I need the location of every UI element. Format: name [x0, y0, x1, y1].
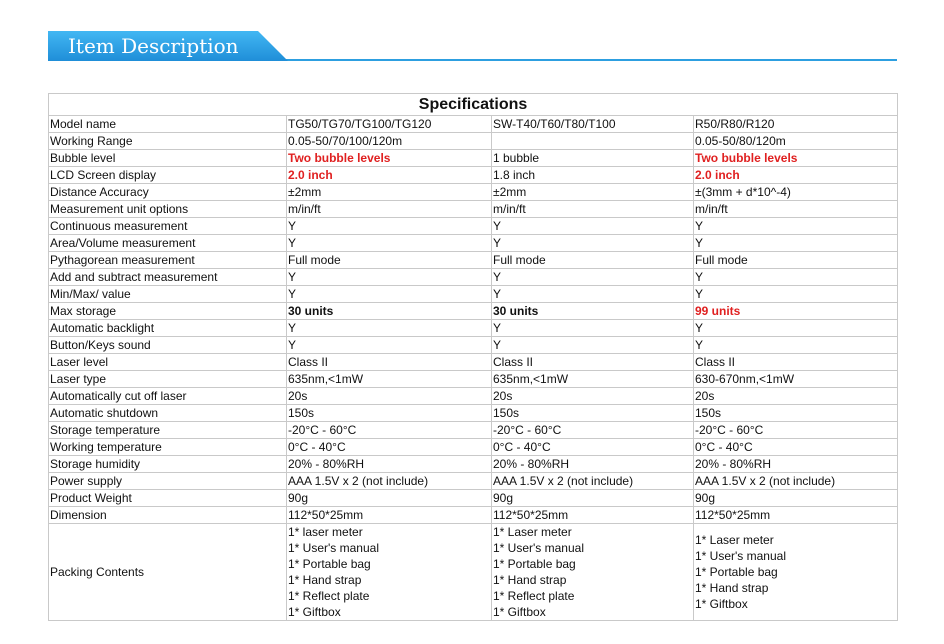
packing-item: 1* User's manual	[695, 549, 786, 563]
spec-cell: ±(3mm + d*10^-4)	[694, 184, 898, 201]
spec-cell: 150s	[492, 405, 694, 422]
table-row	[49, 218, 898, 235]
spec-cell: Y	[694, 218, 898, 235]
packing-cell	[694, 524, 898, 621]
section-header	[48, 31, 897, 62]
table-row	[49, 269, 898, 286]
spec-cell: m/in/ft	[287, 201, 492, 218]
row-label: Product Weight	[49, 490, 287, 507]
packing-item: 1* Hand strap	[493, 573, 567, 587]
spec-cell: Y	[287, 286, 492, 303]
table-row	[49, 337, 898, 354]
row-label: Working Range	[49, 133, 287, 150]
table-row	[49, 235, 898, 252]
section-title: Item Description	[68, 34, 239, 58]
row-label: Distance Accuracy	[49, 184, 287, 201]
spec-cell: Y	[694, 320, 898, 337]
spec-cell: Y	[492, 337, 694, 354]
row-label: Add and subtract measurement	[49, 269, 287, 286]
spec-cell: 90g	[492, 490, 694, 507]
packing-item: 1* Reflect plate	[493, 589, 575, 603]
spec-cell: 30 units	[287, 303, 492, 320]
table-row	[49, 184, 898, 201]
row-label: Continuous measurement	[49, 218, 287, 235]
spec-cell: TG50/TG70/TG100/TG120	[287, 116, 492, 133]
row-label: Automatic backlight	[49, 320, 287, 337]
spec-cell	[492, 133, 694, 150]
spec-cell: 20% - 80%RH	[287, 456, 492, 473]
spec-cell: Y	[492, 269, 694, 286]
spec-cell: SW-T40/T60/T80/T100	[492, 116, 694, 133]
table-row	[49, 167, 898, 184]
packing-cell	[492, 524, 694, 621]
table-row	[49, 422, 898, 439]
spec-cell: Y	[694, 269, 898, 286]
spec-cell: Full mode	[694, 252, 898, 269]
spec-cell: Y	[492, 286, 694, 303]
row-label: Storage temperature	[49, 422, 287, 439]
spec-cell: Class II	[287, 354, 492, 371]
spec-cell: 0°C - 40°C	[694, 439, 898, 456]
spec-cell: 150s	[287, 405, 492, 422]
packing-item: 1* Portable bag	[695, 565, 778, 579]
table-row	[49, 473, 898, 490]
spec-cell: 630-670nm,<1mW	[694, 371, 898, 388]
spec-cell: 635nm,<1mW	[492, 371, 694, 388]
spec-cell: Y	[492, 235, 694, 252]
row-label: LCD Screen display	[49, 167, 287, 184]
spec-cell: m/in/ft	[694, 201, 898, 218]
spec-cell: 112*50*25mm	[287, 507, 492, 524]
spec-cell: ±2mm	[492, 184, 694, 201]
spec-cell: 2.0 inch	[694, 167, 898, 184]
spec-cell: 112*50*25mm	[694, 507, 898, 524]
packing-item: 1* Giftbox	[288, 605, 341, 619]
spec-cell: 20s	[694, 388, 898, 405]
spec-cell: 1 bubble	[492, 150, 694, 167]
spec-cell: -20°C - 60°C	[492, 422, 694, 439]
spec-cell: 90g	[287, 490, 492, 507]
row-label: Bubble level	[49, 150, 287, 167]
table-row	[49, 133, 898, 150]
table-row	[49, 116, 898, 133]
spec-cell: 0°C - 40°C	[287, 439, 492, 456]
spec-cell: Y	[287, 269, 492, 286]
spec-cell: 1.8 inch	[492, 167, 694, 184]
spec-cell: Y	[287, 337, 492, 354]
packing-item: 1* laser meter	[288, 525, 363, 539]
spec-cell: -20°C - 60°C	[694, 422, 898, 439]
spec-cell: Class II	[694, 354, 898, 371]
packing-item: 1* Giftbox	[695, 597, 748, 611]
spec-cell: AAA 1.5V x 2 (not include)	[492, 473, 694, 490]
row-label: Automatic shutdown	[49, 405, 287, 422]
table-row	[49, 201, 898, 218]
row-label: Working temperature	[49, 439, 287, 456]
spec-cell: Y	[492, 320, 694, 337]
spec-cell: 635nm,<1mW	[287, 371, 492, 388]
row-label: Pythagorean measurement	[49, 252, 287, 269]
spec-cell: R50/R80/R120	[694, 116, 898, 133]
spec-cell: 0.05-50/70/100/120m	[287, 133, 492, 150]
row-label: Area/Volume measurement	[49, 235, 287, 252]
table-row	[49, 320, 898, 337]
spec-cell: 99 units	[694, 303, 898, 320]
spec-cell: Two bubble levels	[694, 150, 898, 167]
row-label: Laser type	[49, 371, 287, 388]
specifications-table	[48, 93, 898, 621]
packing-item: 1* User's manual	[493, 541, 584, 555]
row-label: Storage humidity	[49, 456, 287, 473]
spec-cell: 90g	[694, 490, 898, 507]
packing-item: 1* Hand strap	[695, 581, 769, 595]
packing-item: 1* Laser meter	[695, 533, 774, 547]
table-row	[49, 371, 898, 388]
spec-cell: Y	[694, 286, 898, 303]
row-label: Laser level	[49, 354, 287, 371]
table-row	[49, 354, 898, 371]
spec-cell: 2.0 inch	[287, 167, 492, 184]
table-row	[49, 490, 898, 507]
spec-cell: 20% - 80%RH	[694, 456, 898, 473]
packing-item: 1* Laser meter	[493, 525, 572, 539]
packing-item: 1* Portable bag	[493, 557, 576, 571]
spec-cell: Two bubble levels	[287, 150, 492, 167]
row-label: Model name	[49, 116, 287, 133]
spec-cell: Full mode	[287, 252, 492, 269]
spec-cell: AAA 1.5V x 2 (not include)	[287, 473, 492, 490]
spec-cell: Y	[694, 235, 898, 252]
table-row	[49, 252, 898, 269]
spec-cell: Full mode	[492, 252, 694, 269]
spec-cell: 30 units	[492, 303, 694, 320]
row-label: Measurement unit options	[49, 201, 287, 218]
spec-cell: 150s	[694, 405, 898, 422]
packing-cell	[287, 524, 492, 621]
table-row	[49, 439, 898, 456]
spec-cell: Y	[492, 218, 694, 235]
spec-cell: Y	[287, 320, 492, 337]
table-row	[49, 405, 898, 422]
packing-item: 1* Giftbox	[493, 605, 546, 619]
table-row	[49, 150, 898, 167]
packing-item: 1* Hand strap	[288, 573, 362, 587]
spec-cell: ±2mm	[287, 184, 492, 201]
spec-cell: 0°C - 40°C	[492, 439, 694, 456]
table-row	[49, 456, 898, 473]
spec-cell: 112*50*25mm	[492, 507, 694, 524]
row-label: Dimension	[49, 507, 287, 524]
spec-cell: Y	[287, 235, 492, 252]
table-row	[49, 286, 898, 303]
table-title-row	[49, 94, 898, 116]
table-row	[49, 303, 898, 320]
spec-cell: Y	[287, 218, 492, 235]
spec-cell: AAA 1.5V x 2 (not include)	[694, 473, 898, 490]
spec-cell: 0.05-50/80/120m	[694, 133, 898, 150]
packing-item: 1* Portable bag	[288, 557, 371, 571]
spec-cell: -20°C - 60°C	[287, 422, 492, 439]
row-label: Power supply	[49, 473, 287, 490]
packing-item: 1* User's manual	[288, 541, 379, 555]
spec-cell: Y	[694, 337, 898, 354]
row-label: Automatically cut off laser	[49, 388, 287, 405]
row-label: Min/Max/ value	[49, 286, 287, 303]
spec-cell: m/in/ft	[492, 201, 694, 218]
spec-cell: 20% - 80%RH	[492, 456, 694, 473]
table-title: Specifications	[49, 94, 898, 116]
table-row	[49, 507, 898, 524]
spec-cell: Class II	[492, 354, 694, 371]
row-label: Button/Keys sound	[49, 337, 287, 354]
spec-cell: 20s	[287, 388, 492, 405]
spec-cell: 20s	[492, 388, 694, 405]
row-label: Packing Contents	[49, 524, 287, 621]
packing-row	[49, 524, 898, 621]
row-label: Max storage	[49, 303, 287, 320]
table-row	[49, 388, 898, 405]
packing-item: 1* Reflect plate	[288, 589, 370, 603]
